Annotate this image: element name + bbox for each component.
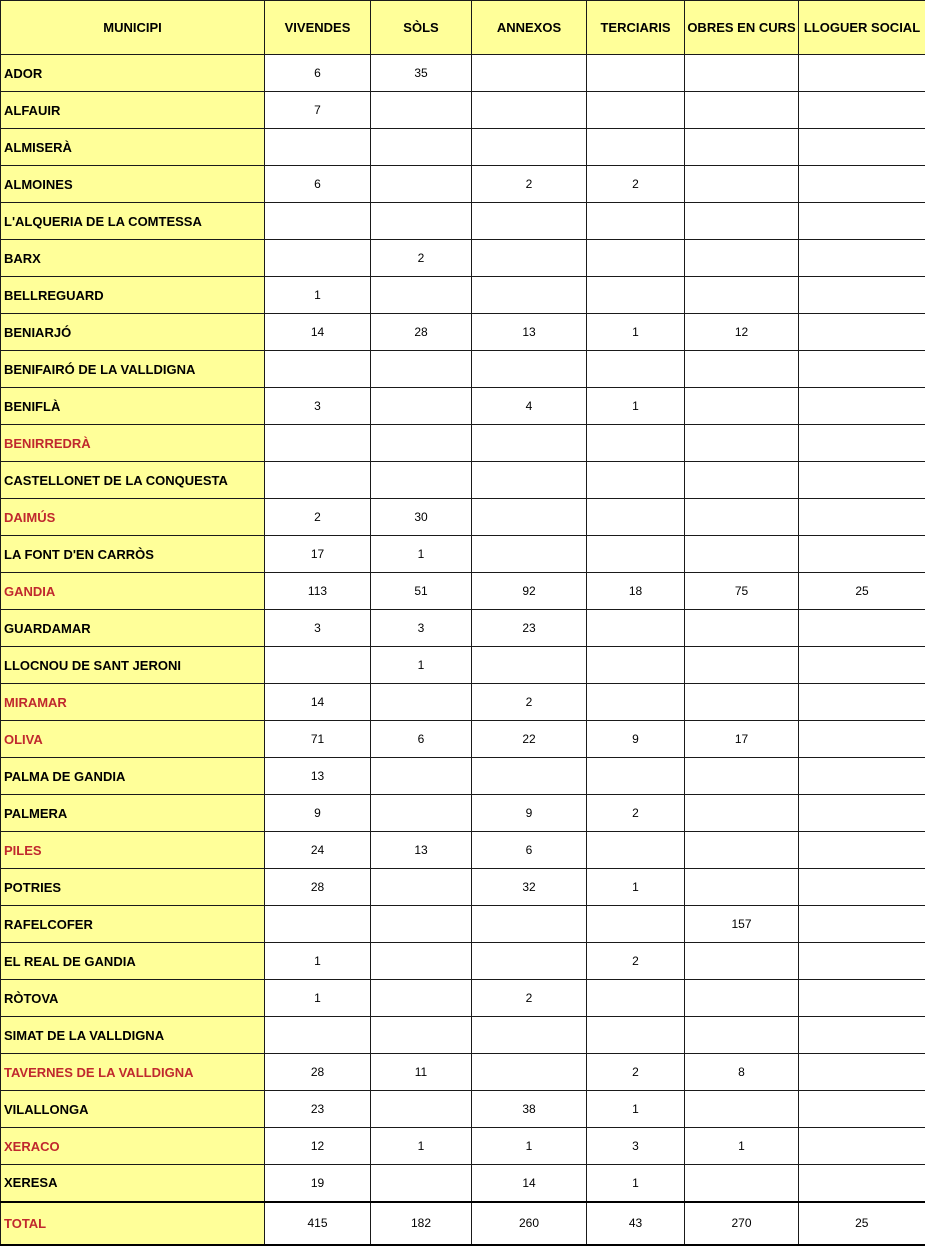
header-municipi[interactable]: MUNICIPI: [1, 1, 265, 55]
obres-en-curs-cell[interactable]: 17: [685, 721, 799, 758]
vivendes-cell[interactable]: 71: [265, 721, 371, 758]
annexos-cell[interactable]: 32: [472, 869, 587, 906]
annexos-cell[interactable]: 38: [472, 1091, 587, 1128]
sols-cell[interactable]: 13: [371, 832, 472, 869]
table-row: [1, 536, 925, 573]
sols-cell[interactable]: [371, 129, 472, 166]
sols-cell[interactable]: [371, 1017, 472, 1054]
terciaris-cell[interactable]: 2: [587, 943, 685, 980]
municipality-name-cell[interactable]: SIMAT DE LA VALLDIGNA: [1, 1017, 265, 1054]
table-row: [1, 906, 925, 943]
annexos-cell[interactable]: [472, 758, 587, 795]
terciaris-cell[interactable]: [587, 462, 685, 499]
terciaris-cell[interactable]: 18: [587, 573, 685, 610]
total-terciaris-cell[interactable]: 43: [587, 1202, 685, 1245]
obres-en-curs-cell[interactable]: [685, 980, 799, 1017]
municipality-name-cell[interactable]: EL REAL DE GANDIA: [1, 943, 265, 980]
table-row: [1, 499, 925, 536]
lloguer-social-cell[interactable]: [799, 1165, 925, 1202]
obres-en-curs-cell[interactable]: [685, 240, 799, 277]
table-row: [1, 943, 925, 980]
sols-cell[interactable]: [371, 166, 472, 203]
sols-cell[interactable]: 1: [371, 647, 472, 684]
terciaris-cell[interactable]: 1: [587, 869, 685, 906]
table-row: [1, 647, 925, 684]
obres-en-curs-cell[interactable]: [685, 351, 799, 388]
municipality-name-cell[interactable]: RÒTOVA: [1, 980, 265, 1017]
lloguer-social-cell[interactable]: [799, 1091, 925, 1128]
annexos-cell[interactable]: 4: [472, 388, 587, 425]
terciaris-cell[interactable]: [587, 425, 685, 462]
sols-cell[interactable]: [371, 388, 472, 425]
obres-en-curs-cell[interactable]: 12: [685, 314, 799, 351]
vivendes-cell[interactable]: 113: [265, 573, 371, 610]
vivendes-cell[interactable]: [265, 462, 371, 499]
obres-en-curs-cell[interactable]: [685, 1091, 799, 1128]
total-lloguer-social-cell[interactable]: 25: [799, 1202, 925, 1245]
lloguer-social-cell[interactable]: [799, 536, 925, 573]
annexos-cell[interactable]: [472, 92, 587, 129]
municipality-name-cell[interactable]: POTRIES: [1, 869, 265, 906]
vivendes-cell[interactable]: [265, 647, 371, 684]
terciaris-cell[interactable]: [587, 351, 685, 388]
municipality-name-cell[interactable]: DAIMÚS: [1, 499, 265, 536]
lloguer-social-cell[interactable]: [799, 980, 925, 1017]
terciaris-cell[interactable]: 9: [587, 721, 685, 758]
annexos-cell[interactable]: [472, 129, 587, 166]
municipality-name-cell[interactable]: ALMOINES: [1, 166, 265, 203]
total-annexos-cell[interactable]: 260: [472, 1202, 587, 1245]
municipality-name-cell[interactable]: MIRAMAR: [1, 684, 265, 721]
municipality-name-cell[interactable]: RAFELCOFER: [1, 906, 265, 943]
terciaris-cell[interactable]: [587, 536, 685, 573]
header-row: [1, 1, 925, 55]
vivendes-cell[interactable]: [265, 425, 371, 462]
table-row: [1, 203, 925, 240]
table-row: [1, 832, 925, 869]
table-row: [1, 610, 925, 647]
obres-en-curs-cell[interactable]: 8: [685, 1054, 799, 1091]
sols-cell[interactable]: 1: [371, 536, 472, 573]
lloguer-social-cell[interactable]: [799, 943, 925, 980]
terciaris-cell[interactable]: 1: [587, 314, 685, 351]
obres-en-curs-cell[interactable]: [685, 166, 799, 203]
sols-cell[interactable]: [371, 869, 472, 906]
annexos-cell[interactable]: 2: [472, 166, 587, 203]
vivendes-cell[interactable]: 28: [265, 1054, 371, 1091]
municipality-name-cell[interactable]: ALFAUIR: [1, 92, 265, 129]
annexos-cell[interactable]: [472, 499, 587, 536]
sols-cell[interactable]: [371, 795, 472, 832]
obres-en-curs-cell[interactable]: [685, 92, 799, 129]
obres-en-curs-cell[interactable]: [685, 388, 799, 425]
municipality-name-cell[interactable]: BENIFLÀ: [1, 388, 265, 425]
vivendes-cell[interactable]: 1: [265, 277, 371, 314]
sols-cell[interactable]: [371, 203, 472, 240]
sols-cell[interactable]: 3: [371, 610, 472, 647]
header-sols[interactable]: SÒLS: [371, 1, 472, 55]
lloguer-social-cell[interactable]: [799, 758, 925, 795]
sols-cell[interactable]: 30: [371, 499, 472, 536]
annexos-cell[interactable]: [472, 240, 587, 277]
annexos-cell[interactable]: 6: [472, 832, 587, 869]
annexos-cell[interactable]: 92: [472, 573, 587, 610]
vivendes-cell[interactable]: 12: [265, 1128, 371, 1165]
terciaris-cell[interactable]: 2: [587, 795, 685, 832]
obres-en-curs-cell[interactable]: [685, 647, 799, 684]
sols-cell[interactable]: 2: [371, 240, 472, 277]
header-vivendes[interactable]: VIVENDES: [265, 1, 371, 55]
table-row: [1, 166, 925, 203]
lloguer-social-cell[interactable]: [799, 647, 925, 684]
obres-en-curs-cell[interactable]: [685, 610, 799, 647]
annexos-cell[interactable]: 13: [472, 314, 587, 351]
sols-cell[interactable]: 11: [371, 1054, 472, 1091]
terciaris-cell[interactable]: [587, 906, 685, 943]
lloguer-social-cell[interactable]: [799, 795, 925, 832]
obres-en-curs-cell[interactable]: [685, 55, 799, 92]
sols-cell[interactable]: [371, 1091, 472, 1128]
vivendes-cell[interactable]: 17: [265, 536, 371, 573]
sols-cell[interactable]: [371, 758, 472, 795]
terciaris-cell[interactable]: [587, 240, 685, 277]
terciaris-cell[interactable]: [587, 55, 685, 92]
municipality-name-cell[interactable]: LLOCNOU DE SANT JERONI: [1, 647, 265, 684]
total-label-cell[interactable]: TOTAL: [1, 1202, 265, 1245]
header-obres-en-curs[interactable]: OBRES EN CURS: [685, 1, 799, 55]
obres-en-curs-cell[interactable]: 1: [685, 1128, 799, 1165]
obres-en-curs-cell[interactable]: [685, 758, 799, 795]
terciaris-cell[interactable]: [587, 129, 685, 166]
annexos-cell[interactable]: 22: [472, 721, 587, 758]
vivendes-cell[interactable]: [265, 351, 371, 388]
sols-cell[interactable]: [371, 943, 472, 980]
lloguer-social-cell[interactable]: [799, 721, 925, 758]
table-row: [1, 573, 925, 610]
vivendes-cell[interactable]: 6: [265, 166, 371, 203]
lloguer-social-cell[interactable]: [799, 684, 925, 721]
lloguer-social-cell[interactable]: [799, 499, 925, 536]
terciaris-cell[interactable]: [587, 758, 685, 795]
table-row: [1, 462, 925, 499]
lloguer-social-cell[interactable]: [799, 277, 925, 314]
obres-en-curs-cell[interactable]: [685, 869, 799, 906]
annexos-cell[interactable]: [472, 536, 587, 573]
sols-cell[interactable]: 35: [371, 55, 472, 92]
lloguer-social-cell[interactable]: [799, 129, 925, 166]
annexos-cell[interactable]: 1: [472, 1128, 587, 1165]
lloguer-social-cell[interactable]: 25: [799, 573, 925, 610]
vivendes-cell[interactable]: 1: [265, 980, 371, 1017]
lloguer-social-cell[interactable]: [799, 388, 925, 425]
vivendes-cell[interactable]: 2: [265, 499, 371, 536]
table-row: [1, 277, 925, 314]
annexos-cell[interactable]: [472, 55, 587, 92]
vivendes-cell[interactable]: 24: [265, 832, 371, 869]
table-row: [1, 795, 925, 832]
table-row: [1, 721, 925, 758]
annexos-cell[interactable]: 2: [472, 980, 587, 1017]
municipality-name-cell[interactable]: PALMERA: [1, 795, 265, 832]
vivendes-cell[interactable]: 19: [265, 1165, 371, 1202]
annexos-cell[interactable]: [472, 1054, 587, 1091]
lloguer-social-cell[interactable]: [799, 832, 925, 869]
table-row: [1, 1091, 925, 1128]
municipality-name-cell[interactable]: BENIFAIRÓ DE LA VALLDIGNA: [1, 351, 265, 388]
lloguer-social-cell[interactable]: [799, 351, 925, 388]
sols-cell[interactable]: [371, 906, 472, 943]
municipality-name-cell[interactable]: CASTELLONET DE LA CONQUESTA: [1, 462, 265, 499]
municipality-name-cell[interactable]: TAVERNES DE LA VALLDIGNA: [1, 1054, 265, 1091]
header-lloguer-social[interactable]: LLOGUER SOCIAL: [799, 1, 925, 55]
table-row: [1, 1017, 925, 1054]
municipality-name-cell[interactable]: XERESA: [1, 1165, 265, 1202]
table-row: [1, 92, 925, 129]
total-sols-cell[interactable]: 182: [371, 1202, 472, 1245]
header-annexos[interactable]: ANNEXOS: [472, 1, 587, 55]
vivendes-cell[interactable]: [265, 240, 371, 277]
municipality-name-cell[interactable]: BARX: [1, 240, 265, 277]
vivendes-cell[interactable]: 13: [265, 758, 371, 795]
terciaris-cell[interactable]: 3: [587, 1128, 685, 1165]
annexos-cell[interactable]: [472, 277, 587, 314]
municipality-name-cell[interactable]: BELLREGUARD: [1, 277, 265, 314]
annexos-cell[interactable]: 2: [472, 684, 587, 721]
lloguer-social-cell[interactable]: [799, 203, 925, 240]
vivendes-cell[interactable]: 23: [265, 1091, 371, 1128]
obres-en-curs-cell[interactable]: [685, 1165, 799, 1202]
municipality-name-cell[interactable]: PILES: [1, 832, 265, 869]
sols-cell[interactable]: 6: [371, 721, 472, 758]
municipality-name-cell[interactable]: ALMISERÀ: [1, 129, 265, 166]
obres-en-curs-cell[interactable]: 75: [685, 573, 799, 610]
vivendes-cell[interactable]: 3: [265, 610, 371, 647]
terciaris-cell[interactable]: [587, 1017, 685, 1054]
terciaris-cell[interactable]: [587, 832, 685, 869]
terciaris-cell[interactable]: [587, 277, 685, 314]
terciaris-cell[interactable]: [587, 499, 685, 536]
lloguer-social-cell[interactable]: [799, 92, 925, 129]
table-row: [1, 684, 925, 721]
terciaris-cell[interactable]: [587, 684, 685, 721]
obres-en-curs-cell[interactable]: 157: [685, 906, 799, 943]
annexos-cell[interactable]: [472, 647, 587, 684]
terciaris-cell[interactable]: 1: [587, 1165, 685, 1202]
terciaris-cell[interactable]: [587, 92, 685, 129]
total-vivendes-cell[interactable]: 415: [265, 1202, 371, 1245]
table-row: [1, 351, 925, 388]
vivendes-cell[interactable]: 6: [265, 55, 371, 92]
municipality-name-cell[interactable]: LA FONT D'EN CARRÒS: [1, 536, 265, 573]
vivendes-cell[interactable]: [265, 129, 371, 166]
obres-en-curs-cell[interactable]: [685, 203, 799, 240]
lloguer-social-cell[interactable]: [799, 906, 925, 943]
obres-en-curs-cell[interactable]: [685, 1017, 799, 1054]
lloguer-social-cell[interactable]: [799, 462, 925, 499]
terciaris-cell[interactable]: [587, 610, 685, 647]
municipality-name-cell[interactable]: OLIVA: [1, 721, 265, 758]
vivendes-cell[interactable]: 1: [265, 943, 371, 980]
table-row: [1, 869, 925, 906]
annexos-cell[interactable]: [472, 425, 587, 462]
lloguer-social-cell[interactable]: [799, 55, 925, 92]
vivendes-cell[interactable]: [265, 906, 371, 943]
table-row: [1, 1165, 925, 1202]
annexos-cell[interactable]: [472, 462, 587, 499]
vivendes-cell[interactable]: [265, 203, 371, 240]
sols-cell[interactable]: [371, 277, 472, 314]
obres-en-curs-cell[interactable]: [685, 277, 799, 314]
table-row: [1, 1054, 925, 1091]
terciaris-cell[interactable]: 2: [587, 166, 685, 203]
table-row: [1, 980, 925, 1017]
annexos-cell[interactable]: 14: [472, 1165, 587, 1202]
vivendes-cell[interactable]: 14: [265, 314, 371, 351]
table-row: [1, 55, 925, 92]
vivendes-cell[interactable]: 28: [265, 869, 371, 906]
obres-en-curs-cell[interactable]: [685, 943, 799, 980]
annexos-cell[interactable]: [472, 203, 587, 240]
header-terciaris[interactable]: TERCIARIS: [587, 1, 685, 55]
table-row: [1, 425, 925, 462]
table-row: [1, 758, 925, 795]
terciaris-cell[interactable]: [587, 647, 685, 684]
sols-cell[interactable]: [371, 684, 472, 721]
municipality-name-cell[interactable]: GANDIA: [1, 573, 265, 610]
terciaris-cell[interactable]: 1: [587, 1091, 685, 1128]
annexos-cell[interactable]: [472, 906, 587, 943]
obres-en-curs-cell[interactable]: [685, 795, 799, 832]
terciaris-cell[interactable]: [587, 203, 685, 240]
lloguer-social-cell[interactable]: [799, 166, 925, 203]
terciaris-cell[interactable]: 1: [587, 388, 685, 425]
sols-cell[interactable]: 51: [371, 573, 472, 610]
total-row: [1, 1202, 925, 1245]
sols-cell[interactable]: [371, 425, 472, 462]
sols-cell[interactable]: [371, 92, 472, 129]
lloguer-social-cell[interactable]: [799, 869, 925, 906]
municipality-name-cell[interactable]: XERACO: [1, 1128, 265, 1165]
sols-cell[interactable]: [371, 1165, 472, 1202]
municipality-name-cell[interactable]: L'ALQUERIA DE LA COMTESSA: [1, 203, 265, 240]
total-obres-en-curs-cell[interactable]: 270: [685, 1202, 799, 1245]
lloguer-social-cell[interactable]: [799, 1017, 925, 1054]
sols-cell[interactable]: 28: [371, 314, 472, 351]
annexos-cell[interactable]: [472, 1017, 587, 1054]
annexos-cell[interactable]: [472, 943, 587, 980]
municipality-name-cell[interactable]: ADOR: [1, 55, 265, 92]
annexos-cell[interactable]: [472, 351, 587, 388]
municipality-name-cell[interactable]: BENIRREDRÀ: [1, 425, 265, 462]
lloguer-social-cell[interactable]: [799, 314, 925, 351]
vivendes-cell[interactable]: 3: [265, 388, 371, 425]
lloguer-social-cell[interactable]: [799, 1128, 925, 1165]
lloguer-social-cell[interactable]: [799, 610, 925, 647]
annexos-cell[interactable]: 9: [472, 795, 587, 832]
table-row: [1, 129, 925, 166]
table-row: [1, 314, 925, 351]
terciaris-cell[interactable]: [587, 980, 685, 1017]
municipality-name-cell[interactable]: VILALLONGA: [1, 1091, 265, 1128]
table-row: [1, 1128, 925, 1165]
sols-cell[interactable]: 1: [371, 1128, 472, 1165]
obres-en-curs-cell[interactable]: [685, 425, 799, 462]
obres-en-curs-cell[interactable]: [685, 832, 799, 869]
sols-cell[interactable]: [371, 980, 472, 1017]
municipality-name-cell[interactable]: BENIARJÓ: [1, 314, 265, 351]
lloguer-social-cell[interactable]: [799, 1054, 925, 1091]
obres-en-curs-cell[interactable]: [685, 499, 799, 536]
table-row: [1, 240, 925, 277]
sols-cell[interactable]: [371, 351, 472, 388]
obres-en-curs-cell[interactable]: [685, 129, 799, 166]
vivendes-cell[interactable]: 9: [265, 795, 371, 832]
lloguer-social-cell[interactable]: [799, 425, 925, 462]
vivendes-cell[interactable]: 7: [265, 92, 371, 129]
municipality-name-cell[interactable]: PALMA DE GANDIA: [1, 758, 265, 795]
annexos-cell[interactable]: 23: [472, 610, 587, 647]
obres-en-curs-cell[interactable]: [685, 684, 799, 721]
vivendes-cell[interactable]: [265, 1017, 371, 1054]
terciaris-cell[interactable]: 2: [587, 1054, 685, 1091]
vivendes-cell[interactable]: 14: [265, 684, 371, 721]
obres-en-curs-cell[interactable]: [685, 462, 799, 499]
obres-en-curs-cell[interactable]: [685, 536, 799, 573]
lloguer-social-cell[interactable]: [799, 240, 925, 277]
municipality-name-cell[interactable]: GUARDAMAR: [1, 610, 265, 647]
table-row: [1, 388, 925, 425]
sols-cell[interactable]: [371, 462, 472, 499]
